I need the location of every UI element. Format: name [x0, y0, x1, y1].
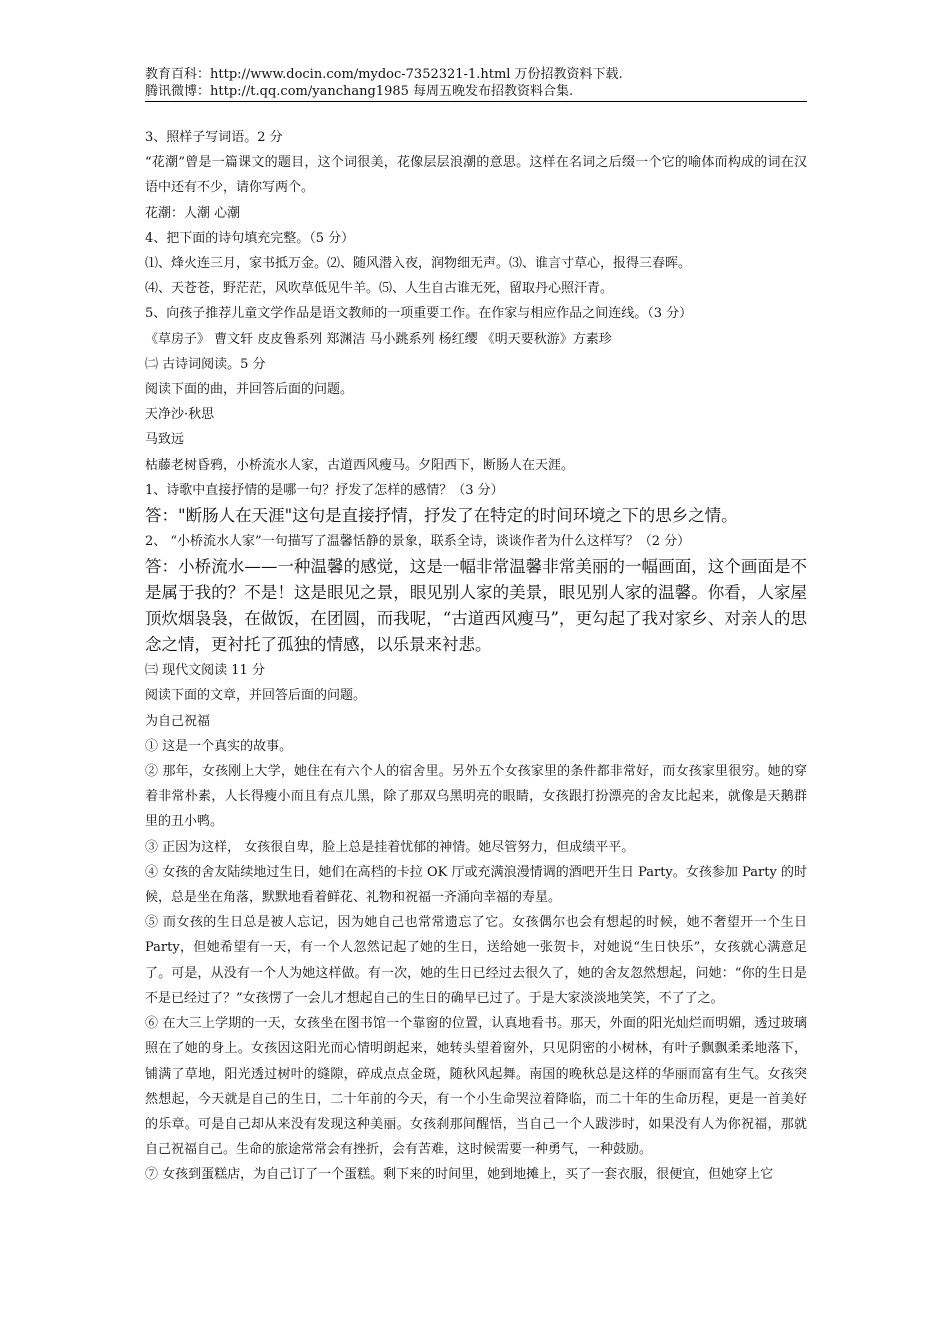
- article-paragraph-3: ③ 正因为这样， 女孩很自卑，脸上总是挂着忧郁的神情。她尽管努力，但成绩平平。: [145, 839, 635, 855]
- section-5-works: 《草房子》 曹文轩 皮皮鲁系列 郑渊洁 马小跳系列 杨红缨 《明天要秋游》方素珍: [145, 331, 612, 347]
- answer-1: 答："断肠人在天涯"这句是直接抒情，抒发了在特定的时间环境之下的思乡之情。: [145, 506, 738, 526]
- article-title: 为自己祝福: [145, 713, 211, 729]
- article-paragraph-7: ⑦ 女孩到蛋糕店，为自己订了一个蛋糕。剩下来的时间里，她到地摊上，买了一套衣服，很便宜，但她穿上它: [145, 1167, 774, 1183]
- article-paragraph-1: ① 这是一个真实的故事。: [145, 738, 293, 754]
- header-line-docin: 教育百科：http://www.docin.com/mydoc-7352321-1.html 万份招教资料下载.: [145, 67, 623, 82]
- section-4-title: 4、把下面的诗句填充完整。（5 分）: [145, 230, 355, 246]
- header-line-weibo: 腾讯微博：http://t.qq.com/yanchang1985 每周五晚发布招教资料合集.: [145, 84, 574, 99]
- modern-section-title: ㈢ 现代文阅读 11 分: [145, 663, 265, 679]
- header-divider: [145, 101, 807, 102]
- page-header: [145, 66, 805, 100]
- document-body: [145, 125, 807, 1188]
- section-4-line-1: ⑴、烽火连三月，家书抵万金。⑵、随风潜入夜，润物细无声。⑶、谁言寸草心，报得三春晖。: [145, 256, 692, 272]
- poem-section-title: ㈡ 古诗词阅读。5 分: [145, 356, 266, 372]
- question-2: 2、 “小桥流水人家”一句描写了温馨恬静的景象，联系全诗，谈谈作者为什么这样写？（2 分）: [145, 534, 691, 550]
- poem-instruction: 阅读下面的曲，并回答后面的问题。: [145, 382, 354, 398]
- article-paragraph-4: ④ 女孩的舍友陆续地过生日，她们在高档的卡拉 OK 厅或充满浪漫情调的酒吧开生日 Party。女孩参加 Party 的时候，总是坐在角落，默默地看着鲜花、礼物和祝福一齐涌向幸福的寿星。: [145, 864, 807, 906]
- poem-author: 马致远: [145, 432, 185, 448]
- question-1: 1、诗歌中直接抒情的是哪一句？抒发了怎样的感情？（3 分）: [145, 482, 504, 498]
- poem-title: 天净沙·秋思: [145, 407, 215, 423]
- article-paragraph-6: ⑥ 在大三上学期的一天，女孩坐在图书馆一个靠窗的位置，认真地看书。那天，外面的阳光灿烂而明媚，透过玻璃照在了她的身上。女孩因这阳光而心情明朗起来，她转头望着窗外，只见阴密的小树林，有叶子飘飘柔柔地落下，铺满了草地，阳光透过树叶的缝隙，碎成点点金斑，随秋风起舞。南国的晚秋总是这样的华丽而富有生气。女孩突然想起，今天就是自己的生日，二十年前的今天，有一个小生命哭泣着降临，而二十年的生命历程，更是一首美好的乐章。可是自己却从来没有发现这种美丽。女孩刹那间醒悟，当自己一个人跋涉时，如果没有人为你祝福，那就自己祝福自己。生命的旅途常常会有挫折，会有苦难，这时候需要一种勇气，一种鼓励。: [145, 1016, 807, 1158]
- poem-text: 枯藤老树昏鸦，小桥流水人家，古道西风瘦马。夕阳西下，断肠人在天涯。: [145, 457, 575, 473]
- modern-instruction: 阅读下面的文章，并回答后面的问题。: [145, 688, 367, 704]
- article-paragraph-5: ⑤ 而女孩的生日总是被人忘记，因为她自己也常常遗忘了它。女孩偶尔也会有想起的时候，她不奢望开一个生日 Party，但她希望有一天，有一个人忽然记起了她的生日，送给她一张贺卡，对她说“生日快乐”，女孩就心满意足了。可是，从没有一个人为她这样做。有一次，她的生日已经过去很久了，她的舍友忽然想起，问她：“你的生日是不是已经过了？”女孩愣了一会儿才想起自己的生日的确早已过了。于是大家淡淡地笑笑，不了了之。: [145, 915, 807, 1006]
- answer-2: 答：小桥流水——一种温馨的感觉，这是一幅非常温馨非常美丽的一幅画面，这个画面是不是属于我的？不是！这是眼见之景，眼见别人家的美景，眼见别人家的温馨。你看，人家屋顶炊烟袅袅，在做饭，在团圆，而我呢，“古道西风瘦马”，更勾起了我对家乡、对亲人的思念之情，更衬托了孤独的情感，以乐景来衬悲。: [145, 557, 807, 655]
- section-3-answer: 花潮：人潮 心潮: [145, 205, 241, 221]
- article-paragraph-2: ② 那年，女孩刚上大学，她住在有六个人的宿舍里。另外五个女孩家里的条件都非常好，而女孩家里很穷。她的穿着非常朴素，人长得瘦小而且有点儿黑，除了那双乌黑明亮的眼睛，女孩跟打扮漂亮的舍友比起来，就像是天鹅群里的丑小鸭。: [145, 764, 807, 830]
- section-4-line-2: ⑷、天苍苍，野茫茫，风吹草低见牛羊。⑸、人生自古谁无死，留取丹心照汗青。: [145, 281, 614, 297]
- section-3-description: “花潮”曾是一篇课文的题目，这个词很美，花像层层浪潮的意思。这样在名词之后缀一个它的喻体而构成的词在汉语中还有不少，请你写两个。: [145, 155, 807, 196]
- section-3-title: 3、照样子写词语。2 分: [145, 130, 283, 145]
- section-5-title: 5、向孩子推荐儿童文学作品是语文教师的一项重要工作。在作家与相应作品之间连线。（3 分）: [145, 306, 693, 322]
